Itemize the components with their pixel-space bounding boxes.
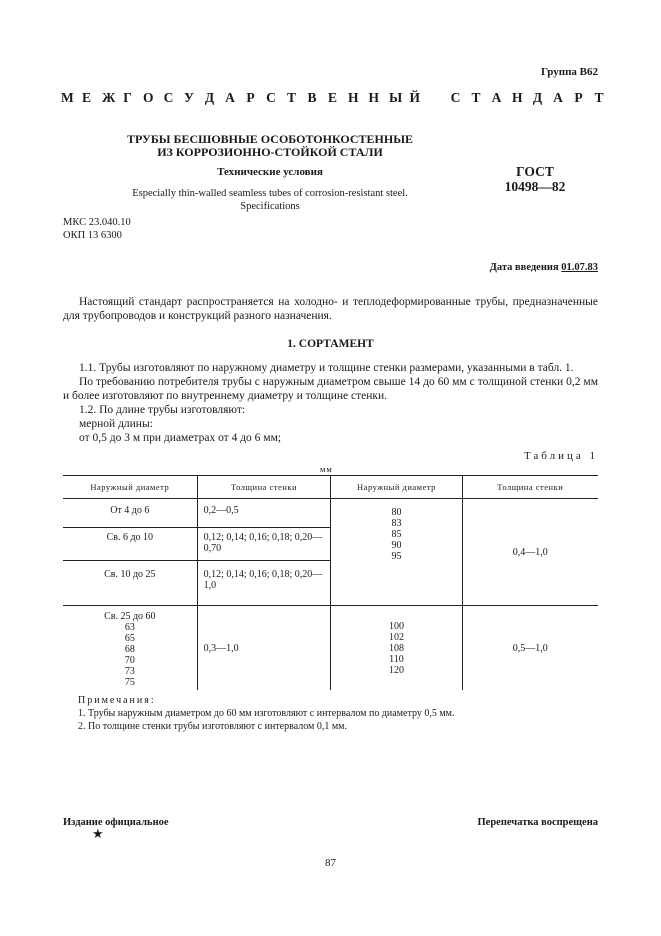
header-letter: Н bbox=[368, 90, 380, 105]
header-letter: Т bbox=[286, 90, 296, 105]
table-row bbox=[63, 499, 598, 528]
cell-thickness: 0,12; 0,14; 0,16; 0,18; 0,20—1,0 bbox=[197, 561, 331, 606]
cell-thickness-right: 0,5—1,0 bbox=[462, 606, 598, 691]
header-wall-thickness: Толщина стенки bbox=[197, 476, 331, 499]
english-title-line-1: Especially thin-walled seamless tubes of corrosion-resistant steel. bbox=[132, 188, 408, 199]
header-letter: Д bbox=[204, 90, 215, 105]
cell-diameter: Св. 25 до 60 63 65 68 70 73 75 bbox=[63, 606, 197, 691]
para-1-1b: По требованию потребителя трубы с наружным диаметром свыше 14 до 60 мм с толщиной стенки 0,2 мм и более изготовляют по внутреннему диаметру и толщине стенки. bbox=[63, 376, 598, 402]
cell-diameter: От 4 до 6 bbox=[110, 505, 150, 516]
document-title bbox=[110, 133, 430, 159]
gost-label: ГОСТ bbox=[516, 164, 554, 179]
para-1-1: 1.1. Трубы изготовляют по наружному диаметру и толщине стенки размерами, указанными в табл. 1. bbox=[79, 362, 574, 374]
header-letter: Е bbox=[327, 90, 337, 105]
header-letter: А bbox=[225, 90, 235, 105]
table-notes bbox=[78, 694, 454, 733]
cell-diameter-right: 80 83 85 90 95 bbox=[331, 499, 462, 606]
header-letter: Г bbox=[123, 90, 132, 105]
table-header-row bbox=[63, 476, 598, 499]
header-letter: Ы bbox=[389, 90, 403, 105]
group-code: Группа В62 bbox=[540, 66, 598, 78]
cell-thickness-right: 0,4—1,0 bbox=[462, 499, 598, 606]
header-letter: С bbox=[266, 90, 276, 105]
header-letter: Н bbox=[512, 90, 523, 105]
header-letter: Р bbox=[246, 90, 255, 105]
header-letter: Т bbox=[471, 90, 481, 105]
title-line-1: ТРУБЫ БЕСШОВНЫЕ ОСОБОТОНКОСТЕННЫЕ bbox=[127, 132, 413, 146]
header-letter: У bbox=[184, 90, 194, 105]
para-1-2b: от 0,5 до 3 м при диаметрах от 4 до 6 мм; bbox=[79, 432, 282, 444]
size-table bbox=[63, 475, 598, 690]
reprint-prohibited: Перепечатка воспрещена bbox=[477, 817, 598, 828]
section-title: 1. СОРТАМЕНТ bbox=[287, 338, 374, 350]
title-line-2: ИЗ КОРРОЗИОННО-СТОЙКОЙ СТАЛИ bbox=[157, 145, 383, 159]
date-label: Дата введения bbox=[489, 262, 559, 273]
table-label: Таблица 1 bbox=[523, 450, 598, 462]
mks-code: МКС 23.040.10 bbox=[63, 217, 131, 228]
para-1-2a: мерной длины: bbox=[79, 418, 153, 430]
header-letter: С bbox=[163, 90, 174, 105]
english-title bbox=[95, 187, 445, 213]
official-edition: Издание официальное bbox=[63, 817, 169, 828]
header-letter: Р bbox=[574, 90, 583, 105]
para-1-2: 1.2. По длине трубы изготовляют: bbox=[79, 404, 246, 416]
header-wall-thickness-2: Толщина стенки bbox=[462, 476, 598, 499]
cell-diameter: Св. 10 до 25 bbox=[63, 561, 197, 606]
cell-diameter-right: 100 102 108 110 120 bbox=[331, 606, 462, 691]
note-2: 2. По толщине стенки трубы изготовляют с интервалом 0,1 мм. bbox=[78, 721, 348, 732]
header-letter: Д bbox=[532, 90, 543, 105]
header-letter: Е bbox=[81, 90, 91, 105]
header-outer-diameter: Наружный диаметр bbox=[63, 476, 197, 499]
header-letter: Й bbox=[409, 90, 421, 105]
cell-thickness: 0,2—0,5 bbox=[197, 499, 331, 528]
header-outer-diameter-2: Наружный диаметр bbox=[331, 476, 462, 499]
page-number: 87 bbox=[325, 857, 336, 869]
intro-paragraph: Настоящий стандарт распространяется на холодно- и теплодеформированные трубы, предназначенные для трубопроводов и конструкций разного назначения. bbox=[63, 296, 598, 322]
notes-heading: Примечания: bbox=[78, 695, 156, 706]
english-title-line-2: Specifications bbox=[240, 201, 300, 212]
header-letter: М bbox=[61, 90, 74, 105]
date-value: 01.07.83 bbox=[561, 262, 598, 273]
header-letter: С bbox=[450, 90, 461, 105]
document-subtitle: Технические условия bbox=[217, 166, 323, 178]
star-icon: ★ bbox=[92, 826, 104, 841]
header-letter: А bbox=[553, 90, 563, 105]
okp-code: ОКП 13 6300 bbox=[63, 230, 122, 241]
gost-number: 10498—82 bbox=[504, 179, 566, 194]
header-letter: Т bbox=[594, 90, 604, 105]
header-letter: А bbox=[491, 90, 502, 105]
table-row bbox=[63, 606, 598, 691]
cell-thickness: 0,12; 0,14; 0,16; 0,18; 0,20—0,70 bbox=[197, 528, 331, 561]
effective-date bbox=[490, 262, 598, 273]
gost-designation bbox=[490, 164, 580, 194]
section1-body bbox=[63, 361, 598, 445]
table-unit: мм bbox=[320, 464, 333, 474]
classification-codes bbox=[63, 216, 131, 242]
cell-diameter: Св. 6 до 10 bbox=[63, 528, 197, 561]
header-letter: Ж bbox=[102, 90, 116, 105]
header-letter: Н bbox=[348, 90, 359, 105]
header-letter: В bbox=[307, 90, 317, 105]
header-letter: О bbox=[143, 90, 154, 105]
note-1: 1. Трубы наружным диаметром до 60 мм изготовляют с интервалом по диаметру 0,5 мм. bbox=[78, 708, 455, 719]
cell-thickness: 0,3—1,0 bbox=[197, 606, 331, 691]
